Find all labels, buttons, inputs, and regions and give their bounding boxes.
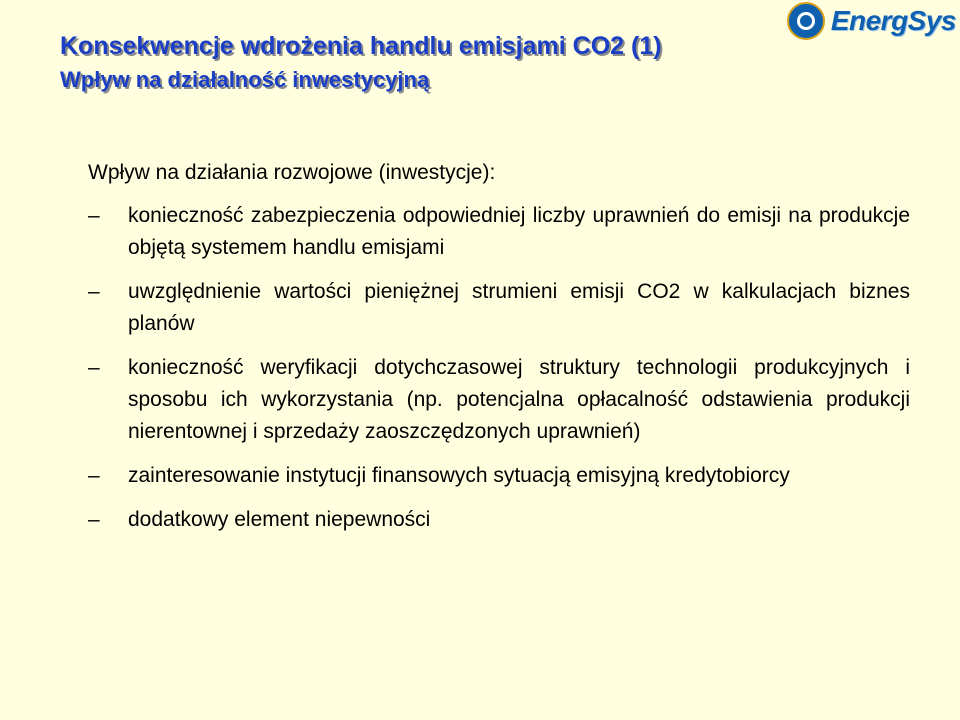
- bullet-dash: –: [88, 204, 100, 227]
- list-item-text: konieczność weryfikacji dotychczasowej struktury technologii produkcyjnych i sposobu ich wykorzystania (np. potencjalna opłacalność odstawienia produkcji nierentownej i sprzedaży zaoszczędzonych uprawnień): [128, 356, 910, 443]
- title-line-2: Wpływ na działalność inwestycyjną: [60, 67, 430, 92]
- logo-text: EnergSys: [830, 5, 956, 36]
- slide-content: [88, 158, 910, 548]
- list-item: [88, 460, 910, 492]
- title-line-1: Konsekwencje wdrożenia handlu emisjami CO2 (1): [60, 32, 662, 60]
- list-item-text: uwzględnienie wartości pieniężnej strumieni emisji CO2 w kalkulacjach biznes planów: [128, 280, 910, 335]
- list-item-text: konieczność zabezpieczenia odpowiedniej liczby uprawnień do emisji na produkcje objętą systemem handlu emisjami: [128, 204, 910, 259]
- list-item: [88, 200, 910, 264]
- bullet-dash: –: [88, 356, 100, 379]
- bullet-dash: –: [88, 508, 100, 531]
- bullet-dash: –: [88, 464, 100, 487]
- content-heading: Wpływ na działania rozwojowe (inwestycje):: [88, 161, 496, 184]
- list-item: [88, 276, 910, 340]
- list-item: [88, 352, 910, 448]
- list-item: [88, 504, 910, 536]
- bullet-dash: –: [88, 280, 100, 303]
- list-item-text: dodatkowy element niepewności: [128, 508, 431, 531]
- slide-title: [60, 30, 920, 94]
- list-item-text: zainteresowanie instytucji finansowych sytuacją emisyjną kredytobiorcy: [128, 464, 790, 487]
